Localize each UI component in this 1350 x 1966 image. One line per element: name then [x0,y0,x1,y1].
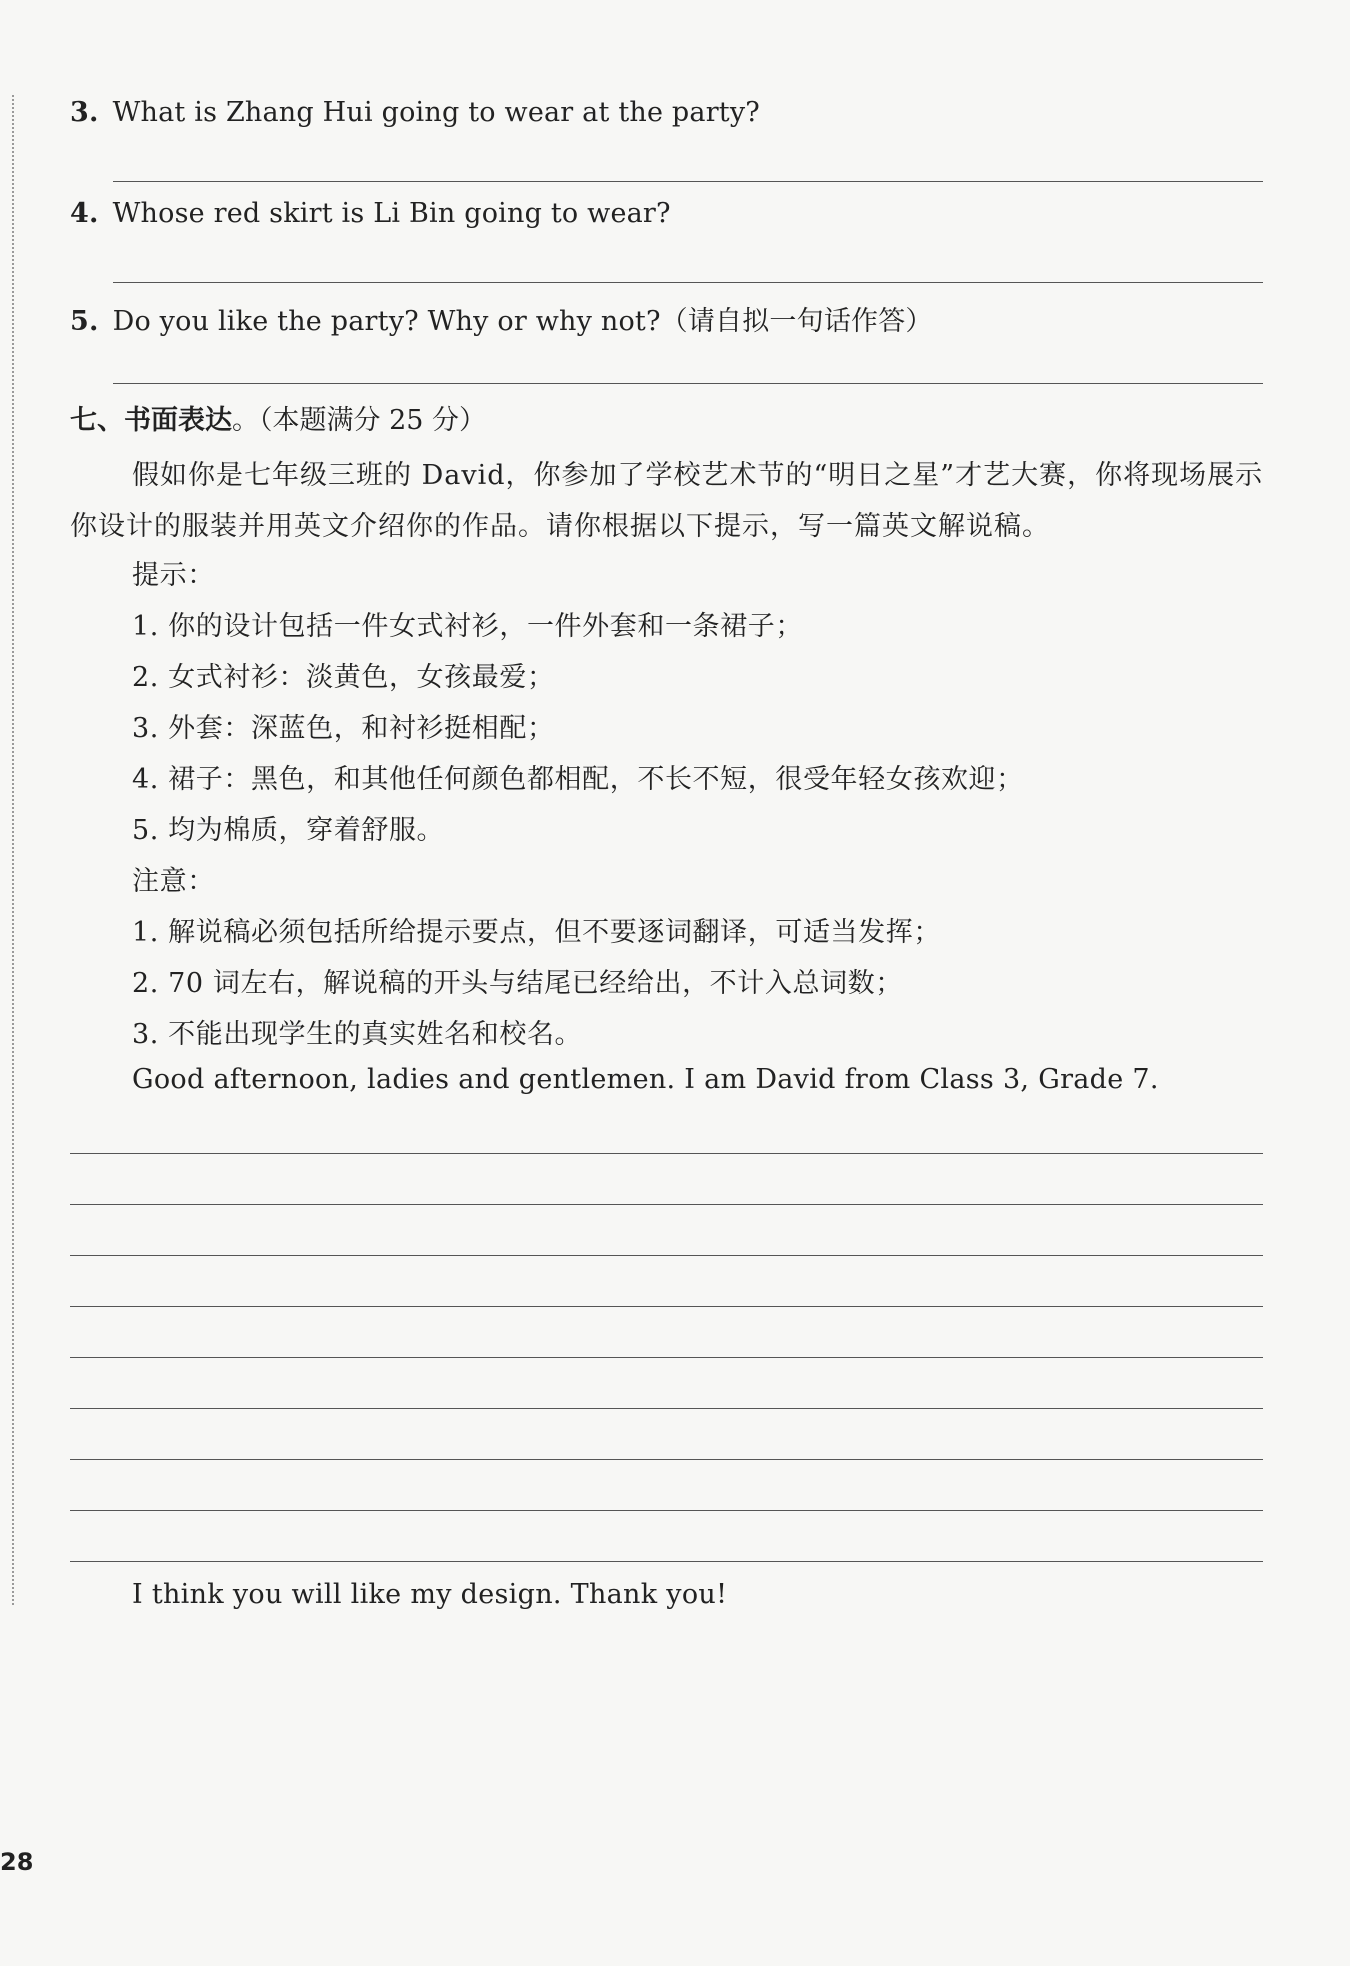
question-4 [70,198,671,229]
question-number: 4. [70,198,99,229]
answer-line-4[interactable] [113,282,1263,283]
question-5 [70,299,933,338]
writing-line[interactable] [70,1561,1263,1562]
tip-item: 4. 裙子：黑色，和其他任何颜色都相配，不长不短，很受年轻女孩欢迎； [132,764,1024,795]
answer-line-5[interactable] [113,383,1263,384]
binding-dotted-line [12,95,14,1605]
section-score-note: 。（本题满分 25 分） [232,405,487,436]
writing-line[interactable] [70,1408,1263,1409]
writing-line[interactable] [70,1153,1263,1154]
writing-line[interactable] [70,1510,1263,1511]
writing-line[interactable] [70,1306,1263,1307]
question-text: Whose red skirt is Li Bin going to wear? [112,198,671,229]
essay-opening: Good afternoon, ladies and gentlemen. I am David from Class 3, Grade 7. [132,1064,1159,1095]
question-3 [70,97,760,128]
question-text: Do you like the party? Why or why not?（请自拟一句话作答） [112,306,933,337]
question-number: 5. [70,306,99,337]
page-number: 28 [0,1848,34,1876]
question-number: 3. [70,97,99,128]
answer-line-3[interactable] [113,181,1263,182]
tip-item: 3. 外套：深蓝色，和衬衫挺相配； [132,713,555,744]
section-title [70,398,486,437]
tip-item: 2. 女式衬衫：淡黄色，女孩最爱； [132,662,555,693]
notes-label: 注意： [132,866,215,897]
question-text: What is Zhang Hui going to wear at the party? [112,97,760,128]
writing-line[interactable] [70,1459,1263,1460]
tip-item: 5. 均为棉质，穿着舒服。 [132,815,445,846]
writing-line[interactable] [70,1255,1263,1256]
writing-line[interactable] [70,1204,1263,1205]
essay-closing: I think you will like my design. Thank you! [132,1579,728,1610]
writing-line[interactable] [70,1357,1263,1358]
tips-label: 提示： [132,560,215,591]
section-heading: 七、书面表达 [70,405,232,436]
task-instructions [70,450,1270,552]
note-item: 1. 解说稿必须包括所给提示要点，但不要逐词翻译，可适当发挥； [132,917,941,948]
tip-item: 1. 你的设计包括一件女式衬衫，一件外套和一条裙子； [132,611,803,642]
task-intro: 假如你是七年级三班的 David，你参加了学校艺术节的“明日之星”才艺大赛，你将现场展示你设计的服装并用英文介绍你的作品。请你根据以下提示，写一篇英文解说稿。 [70,460,1264,542]
note-item: 2. 70 词左右，解说稿的开头与结尾已经给出，不计入总词数； [132,968,903,999]
note-item: 3. 不能出现学生的真实姓名和校名。 [132,1019,583,1050]
